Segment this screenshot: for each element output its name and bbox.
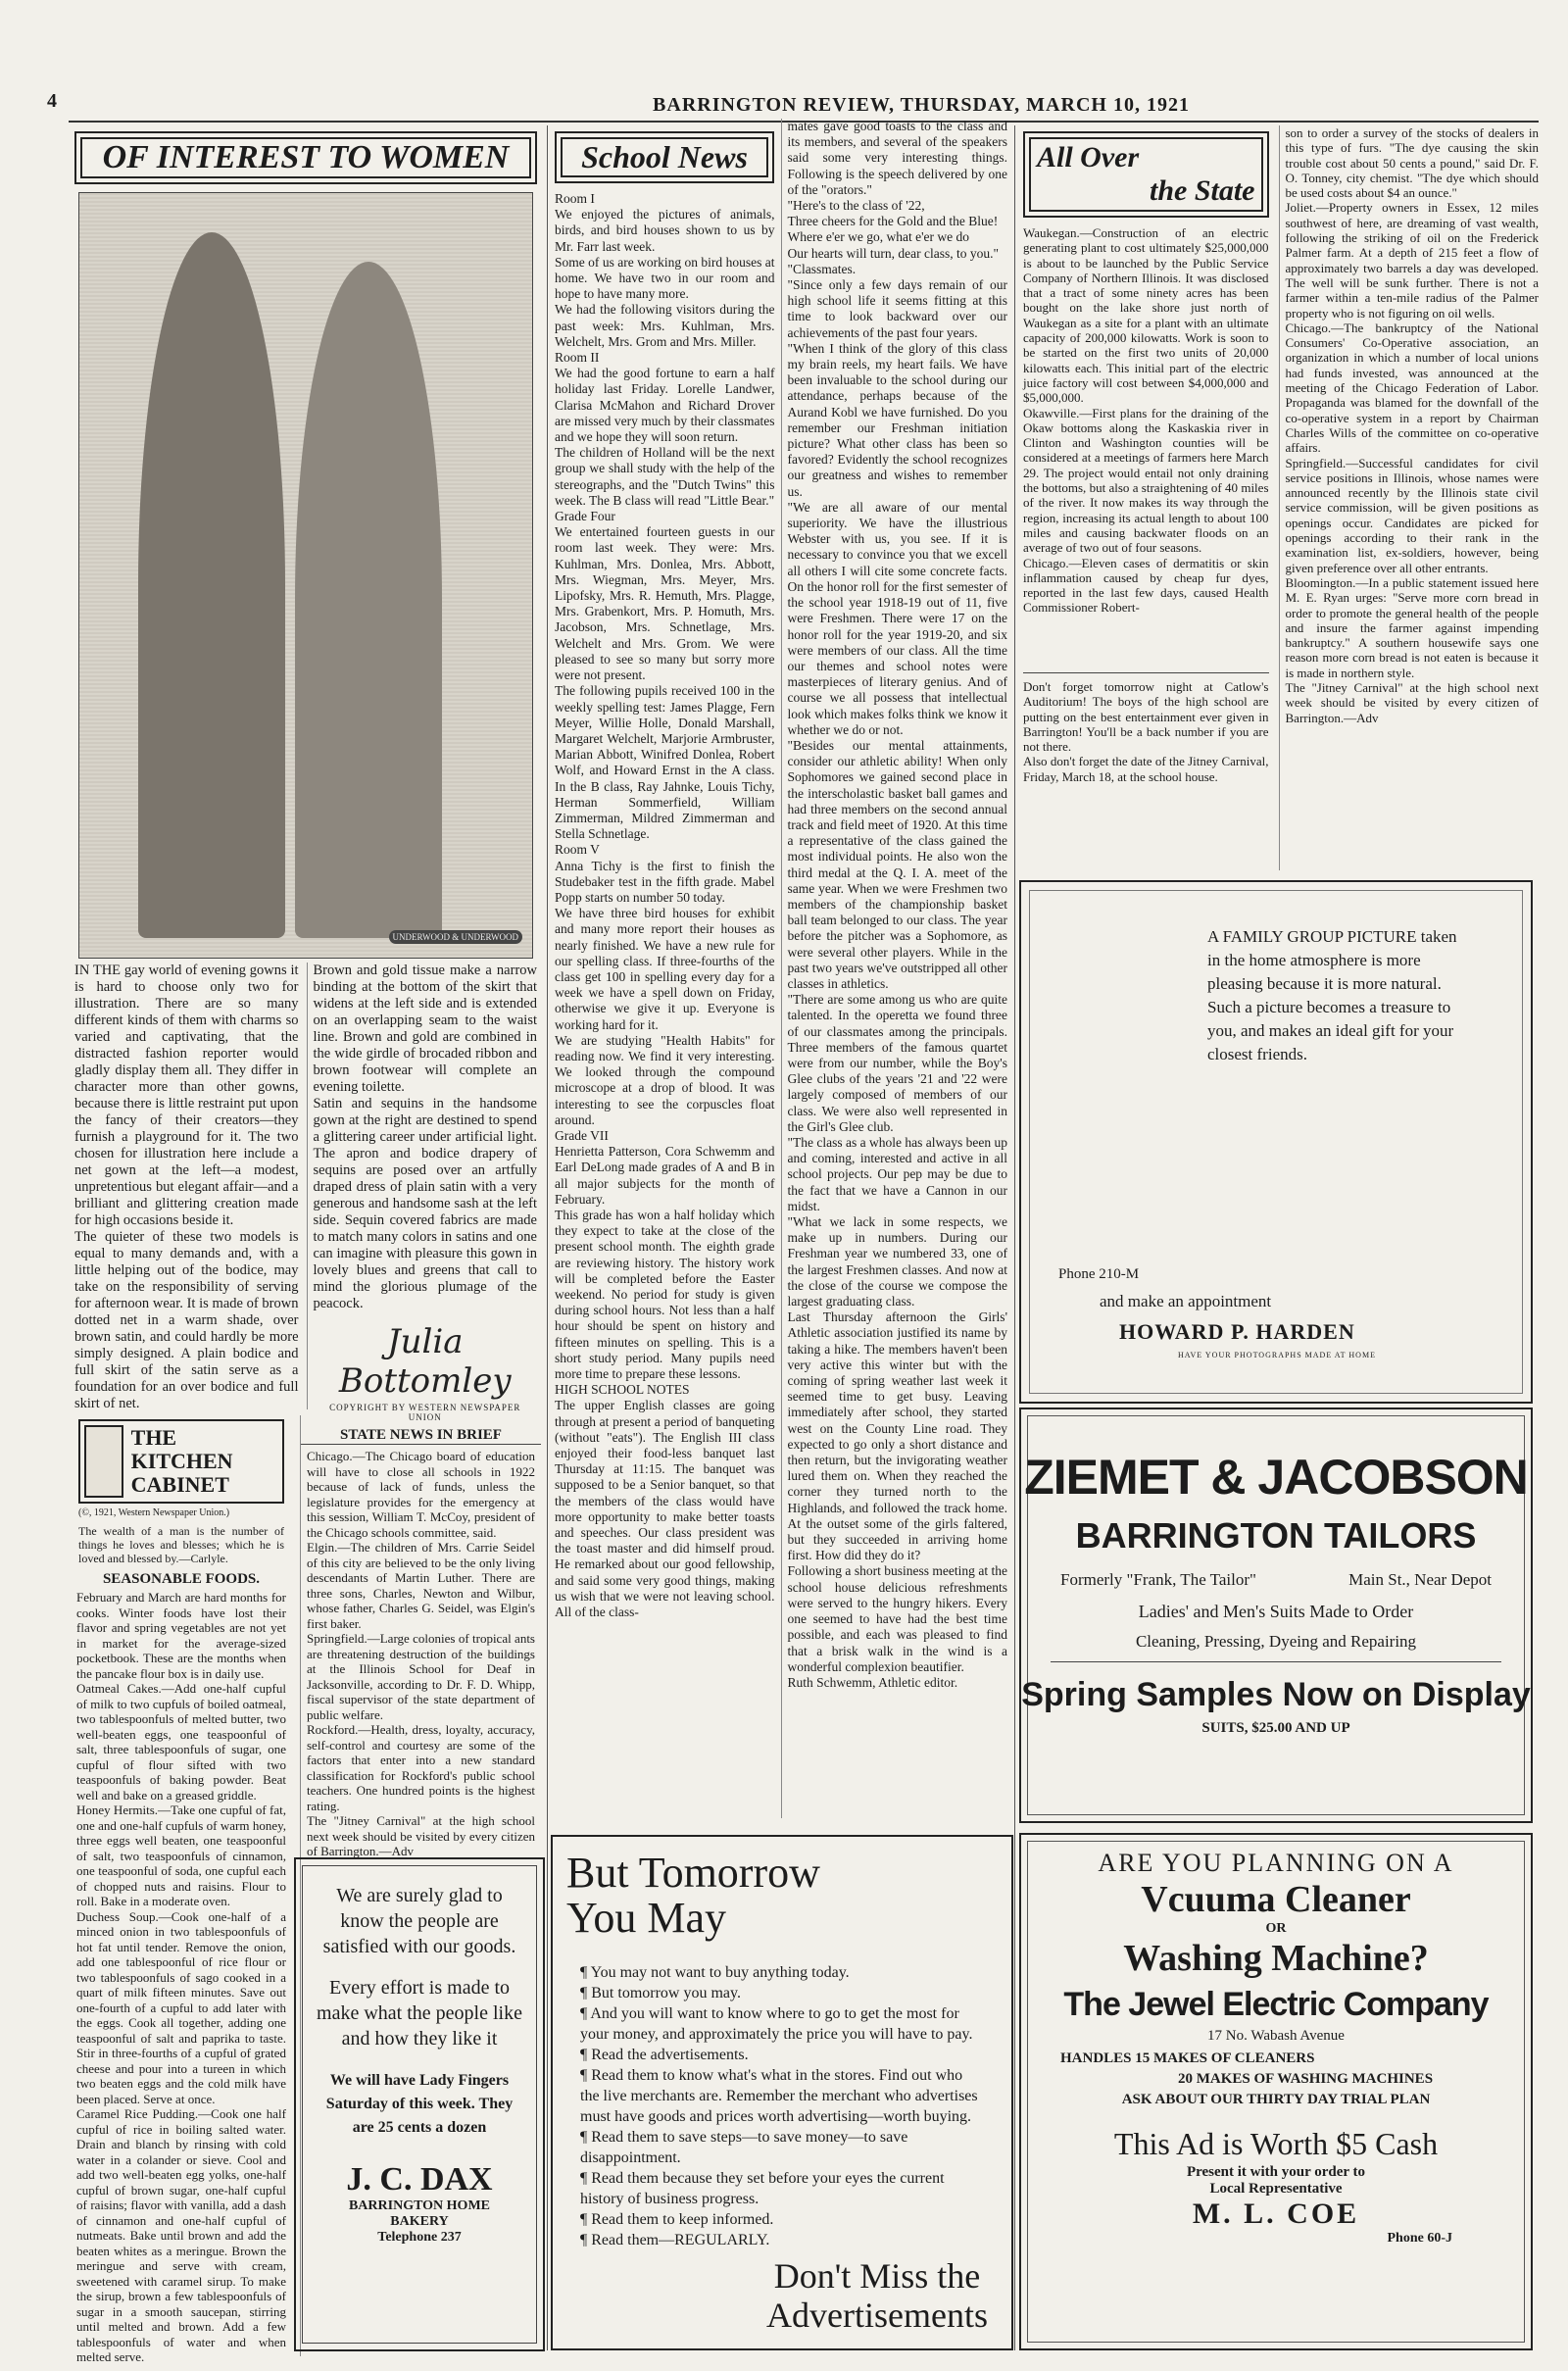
dax-text2: Every effort is made to make what the people like and how they like it (317, 1977, 522, 2050)
ziemet-formerly-row (1021, 1570, 1531, 1590)
dax-ad-content (296, 1859, 543, 2269)
kitchen-quote: The wealth of a man is the number of things he loves and blesses; which he is loved and blessed by.—Carlyle. (78, 1524, 284, 1565)
tomorrow-item: ¶ And you will want to know where to go to get the most for your money, and approximately the price you will have to pay. (580, 2003, 984, 2045)
ziemet-line1: Ladies' and Men's Suits Made to Order (1138, 1602, 1414, 1621)
harden-text: A FAMILY GROUP PICTURE taken in the home atmosphere is more pleasing because it is more natural. Such a picture becomes a treasure to you, and makes an ideal gift for your closest friends. (1207, 927, 1457, 1063)
dax-phone: Telephone 237 (377, 2230, 462, 2245)
dax-name: J. C. DAX (346, 2161, 493, 2198)
women-article-col2-wrap (307, 963, 538, 1422)
state-col2-text: son to order a survey of the stocks of dealers in this type of furs. "The dye causing the skin trouble cost about 50 cents a pound," said Dr. F. O. Tonney, city chemist. "The dye which should be used costs about $4 an ounce." Joliet.—Property owners in Essex, 12 miles southwest of here, are dreaming of vast wealth, following the striking of oil on the Frederick Palmer farm. At a depth of 215 feet a flow of approximately two barrels a day was developed. The well will be sunk further. There is not a farmer within a ten-mile radius of the Palmer property who is not figuring on oil wells. Chicago.—The bankruptcy of the National Consumers' Co-Operative association, an organization in which a number of local unions had funds invested, was announced at the meeting of the Chicago Federation of Labor. Propaganda was blamed for the downfall of the co-operative system in a report by Chairman Charles Wills of the committee on co-operative affairs. Springfield.—Successful candidates for civil service positions in Illinois, whose names were announced recently by the Illinois state civil service commission, will be given positions as openings occur. Candidates are picked for openings according to their rank in the examination list, ex-soldiers, however, being given preference over all other entrants. Bloomington.—In a public statement issued here M. E. Ryan urges: "Serve more corn bread in order to promote the general health of the people and insure the farmer against impending bankruptcy." A southern housewife says one reason more corn bread is not eaten is because it is made in northern style. The "Jitney Carnival" at the high school next week should be visited by every citizen of Barrington.—Adv (1279, 125, 1540, 870)
ziemet-formerly: Formerly "Frank, The Tailor" (1060, 1570, 1256, 1589)
state-brief-heading: STATE NEWS IN BRIEF (301, 1423, 541, 1445)
jewel-l2: 20 MAKES OF WASHING MACHINES (1178, 2071, 1434, 2087)
kitchen-credit: (©, 1921, Western Newspaper Union.) (78, 1507, 230, 1518)
ziemet-ad (1019, 1408, 1533, 1823)
figure-left (138, 232, 285, 938)
jewel-l1: HANDLES 15 MAKES OF CLEANERS (1060, 2050, 1315, 2066)
state-heading-line2: the State (1149, 174, 1255, 207)
jewel-name: The Jewel Electric Company (1063, 1986, 1489, 2023)
jewel-q3: Washing Machine? (1123, 1938, 1429, 1979)
tomorrow-item: ¶ Read them to save steps—to save money—to save disappointment. (580, 2127, 984, 2168)
jewel-present: Present it with your order to (1186, 2164, 1366, 2180)
ziemet-line2: Cleaning, Pressing, Dyeing and Repairing (1051, 1632, 1501, 1662)
ziemet-name: ZIEMET & JACOBSON (1024, 1450, 1528, 1505)
state-section (1019, 125, 1539, 870)
tomorrow-title (553, 1837, 1011, 1941)
tomorrow-footer (766, 2256, 988, 2335)
tomorrow-item: ¶ Read them because they set before your eyes the current history of business progress. (580, 2168, 984, 2209)
state-brief-text: Chicago.—The Chicago board of education will have to close all schools in 1922 because of lack of funds, unless the legislature provides for the emergency at this session, William T. McCoy, president of the Chicago schools committee, said. Elgin.—The children of Mrs. Carrie Seidel of this city are believed to be the only living descendants of Martin Luther. There are three sons, Charles, Newton and Wilbur, whose father, Charles G. Seidel, was Elgin's first baker. Springfield.—Large colonies of tropical ants are threatening destruction of the buildings at the Illinois School for Deaf in Jacksonville, according to Dr. F. D. Whipp, fiscal supervisor of the state department of public welfare. Rockford.—Health, dress, loyalty, accuracy, self-control and courtesy are some of the factors that enter into a new standard classification for Rockford's public school teachers. One hundred points is the highest rating. The "Jitney Carnival" at the high school next week should be visited by every citizen of Barrington.—Adv (307, 1449, 535, 1858)
copyright-line: COPYRIGHT BY WESTERN NEWSPAPER UNION (329, 1403, 521, 1422)
state-notice: Don't forget tomorrow night at Catlow's Auditorium! The boys of the high school are putting on the best entertainment ever given in Barrington! You'll be a back number if you are not there. Also don't forget the date of the Jitney Carnival, Friday, March 18, at the school house. (1023, 672, 1269, 784)
jewel-worth: This Ad is Worth $5 Cash (1113, 2126, 1439, 2161)
jewel-q2: Vcuuma Cleaner (1141, 1879, 1411, 1920)
tomorrow-item: ¶ Read them to keep informed. (580, 2209, 984, 2230)
jewel-q1: ARE YOU PLANNING ON A (1098, 1849, 1454, 1877)
jewel-ad (1019, 1833, 1533, 2350)
tomorrow-title-line2: You May (566, 1894, 727, 1942)
jewel-address: 17 No. Wabash Avenue (1207, 2028, 1345, 2044)
state-heading (1023, 131, 1269, 218)
school-news-col2: mates gave good toasts to the class and its members, and several of the speakers said some very interesting things. Following is the speech delivered by one of the "orators." "Here's to the class of '22, Three cheers for the Gold and the Blue! Where e'er we go, what e'er we do Our hearts will turn, dear class, to you." "Classmates. "Since only a few days remain of our high school life it seems fitting at this time to look backward over our achievements of the past four years. "When I think of the glory of this class my brain reels, my heart fails. We have been invaluable to the school during our attendance, perhaps because of the Aurand Kobl we have furnished. Do you remember our Freshman initiation picture? What other class has been so favored? Evidently the school recognizes our greatness and wishes to remember us. "We are all aware of our mental superiority. We have the illustrious Webster with us, you see. If it is necessary to convince you that we excell all others I will cite some concrete facts. On the honor roll for the first semester of the school year 1918-19 out of 11, five were Freshmen. There were 17 on the honor roll for the year 1919-20, and six were members of our class. All the time our themes and school notes were masterpieces of literary genius. And of course we all possess that intellectual look which makes folks think we know it whether we do or not. "Besides our mental attainments, consider our athletic ability! When only Sophomores we gained second place in the interscholastic basket ball games and had three members on the second annual track and field meet of 1920. At this time a representative of the class gained the most individual points. He also won the third medal at the Q. I. A. meet of the same year. When we were Freshmen two members of the championship basket ball team belonged to our class. The year before the pitcher was a Sophomore, as were several other players. While in the past two years we've outstripped all other classes in athletics. "There are some among us who are quite talented. In the operetta we found three of our classmates among the principals. Three members of the famous quartet were from our number, while the Boy's Glee clubs of the years '21 and '22 were largely composed of members of our class. We were also well represented in the Girl's Glee club. "The class as a whole has always been up and coming, interested and active in all school projects. Our pep may be due to the fact that we have a Cannon in our midst. "What we lack in some respects, we make up in numbers. During our Freshman year we numbered 33, one of the largest Freshmen classes. And now at the close of the course we compose the largest graduating class. Last Thursday afternoon the Girls' Athletic association justified its name by taking a hike. The members haven't been very active this winter but with the coming of spring weather last week it seemed time to get busy. Leaving immediately after school, they started west on the County Line road. They expected to go only a short distance and then return, but the invigorating weather lured them on. When they reached the corner they turned north to the Highlands, and followed the track home. At the outset some of the girls faltered, but they succeeded in arriving home first. How did they do it? Following a short business meeting at the school house delicious refreshments were served to the hungry hikers. Every one seemed to have had the best time possible, and each was pleased to find that a brisk walk in the wind is a wonderful complexion beautifier. Ruth Schwemm, Athletic editor. (781, 119, 1008, 1818)
tomorrow-item: ¶ You may not want to buy anything today. (580, 1962, 984, 1983)
women-heading: OF INTEREST TO WOMEN (74, 131, 537, 184)
state-col1-text: Waukegan.—Construction of an electric generating plant to cost ultimately $25,000,000 is about to be launched by the Public Service Company of Northern Illinois. It was disclosed that a tract of some ninety acres has been bought on the lake shore just north of Waukegan as a site for a plant with an ultimate capacity of 200,000 kilowatts. Work is soon to be started on the first two units of 20,000 kilowatts each. This initial part of the electric juice factory will cost between $4,000,000 and $5,000,000. Okawville.—First plans for the draining of the Okaw bottoms along the Kaskaskia river in Clinton and Washington counties will be considered at a meetings of farmers here March 29. The project would entail not only draining the bottoms, but also a straightening of 40 miles of the river. It now makes its way through the region, increasing its actual length to about 100 miles and causing backwater floods on an average of two out of four seasons. Chicago.—Eleven cases of dermatitis or skin inflammation caused by cheap fur dyes, reported in the last few days, caused Health Commissioner Robert- (1023, 225, 1269, 616)
women-article-col2: Brown and gold tissue make a narrow binding at the bottom of the skirt that widens at the left side and is extended on an overlapping seam to the waist line. Brown and gold are combined in the wide girdle of brocaded ribbon and brown footwear will complete an evening toilette. Satin and sequins in the handsome gown at the right are destined to spend a glittering career under artificial light. The apron and bodice drapery of sequins are posed over an artfully draped dress of plain satin with a very generous and handsome sash at the left side. Sequin covered fabrics are made to match many colors in satins and one can imagine with pleasure this gown in lovely blues and greens that call to mind the glorious plumage of the peacock. (313, 963, 537, 1311)
harden-appointment: and make an appointment (1100, 1292, 1272, 1310)
ziemet-sub: BARRINGTON TAILORS (1075, 1515, 1477, 1556)
signature: Julia Bottomley (338, 1322, 512, 1401)
kitchen-logo (78, 1419, 284, 1504)
masthead: BARRINGTON REVIEW, THURSDAY, MARCH 10, 1921 (653, 94, 1190, 116)
photo-credit: UNDERWOOD & UNDERWOOD (389, 930, 523, 944)
kitchen-text: February and March are hard months for cooks. Winter foods have lost their flavor and spring vegetables are not yet in market for the average-sized pocketbook. These are the months when the pancake flour box is in daily use. Oatmeal Cakes.—Add one-half cupful of milk to two cupfuls of boiled oatmeal, two tablespoonfuls of melted butter, two well-beaten eggs, one teaspoonful of salt, three tablespoonfuls of sugar, one cupful of flour sifted with two teaspoonfuls of baking powder. Beat well and bake on a greased griddle. Honey Hermits.—Take one cupful of fat, one and one-half cupfuls of warm honey, three eggs well beaten, one teaspoonful of salt, two teaspoonfuls of cinnamon, one teaspoonful of soda, one cupful each of chopped nuts and raisins. Flour to roll. Bake in a moderate oven. Duchess Soup.—Cook one-half of a minced onion in two tablespoonfuls of hot fat until tender. Remove the onion, add one tablespoonful of rice flour or two tablespoonfuls of sago cooked in a quart of milk fifteen minutes. Save out one-fourth of a cupful to add later with the eggs. Cook all together, adding one teaspoonful of salt and paprika to taste. Stir in three-fourths of a cupful of grated cheese and pour into a tureen in which two beaten eggs and the cold milk have been placed. Serve at once. Caramel Rice Pudding.—Cook one half cupful of rice in boiling salted water. Drain and blanch by rinsing with cold water in a colander or sieve. Cool and add two well-beaten egg yolks, one-half cupful of brown sugar, one-half cupful of raisins; flavor with vanilla, add a dash of cinnamon and one-half cupful of nutmeats. Bake until brown and add the beaten whites as a meringue. Brown the meringue and serve with cream, sweetened with caramel sirup. To make the sirup, brown a few tablespoonfuls of sugar in a smooth saucepan, stirring until melted and brown. Add a few tablespoonfuls of water and when melted serve. (76, 1590, 286, 2364)
column-divider (1014, 125, 1015, 2350)
page-number: 4 (47, 90, 57, 112)
school-news-col1: Room I We enjoyed the pictures of animals, birds, and bird houses shown to us by Mr. Farr last week. Some of us are working on bird houses at home. We have two in our room and hope to have many more. We had the following visitors during the past week: Mrs. Kuhlman, Mrs. Welchelt, Mrs. Grom and Mrs. Miller. Room II We had the good fortune to earn a half holiday last Friday. Lorelle Landwer, Clarisa McMahon and Richard Drover are missed very much by their classmates and we hope they will soon return. The children of Holland will be the next group we shall study with the help of the stereographs, and the "Dutch Twins" this week. The B class will read "Little Bear." Grade Four We entertained fourteen guests in our room last week. They were: Mrs. Kuhlman, Mrs. Donlea, Mrs. Abbott, Mrs. Wiegman, Mrs. Meyer, Mrs. Lipofsky, Mrs. R. Hemuth, Mrs. Plagge, Mrs. Grabenkort, Mrs. P. Homuth, Mrs. Jacobson, Mrs. Schnetlage, Mrs. Welchelt and Mrs. Grom. We were pleased to see so many but sorry more were not present. The following pupils received 100 in the weekly spelling test: James Plagge, Fern Meyer, Willie Holle, Donald Marshall, Margaret Welchelt, Marjorie Armbruster, Marian Abbott, Winifred Donlea, Robert Wolf, and Howard Ernst in the A class. In the B class, Ray Jahnke, Louis Tichy, Herman Sommerfield, William Zimmerman, Mildred Zimmerman and Stella Schnetlage. Room V Anna Tichy is the first to finish the Studebaker test in the fifth grade. Mabel Popp starts on number 50 today. We have three bird houses for exhibit and many more report their houses as nearly finished. We have a new rule for our spelling class. If three-fourths of the class get 100 in spelling every day for a week we have a spell down on Friday, otherwise we give it up. Everyone is working hard for it. We are studying "Health Habits" for reading now. We find it very interesting. We looked through the compound microscope at a drop of blood. It was interesting to see the corpuscles float around. Grade VII Henrietta Patterson, Cora Schwemm and Earl DeLong made grades of A and B in all major subjects for the month of February. This grade has won a half holiday which they expect to take at the close of the present school month. The eighth grade are reviewing history. The history work will be completed before the Easter weekend. No period for study is given during school hours. Not less than a half hour should be spent on history and fifteen minutes on spelling. This is a short study period. Many pupils need more time to prepare these lessons. HIGH SCHOOL NOTES The upper English classes are going through at present a period of banqueting (without "eats"). The English III class enjoyed their food-less banquet last Thursday at 11:15. The banquet was supposed to be a Senior banquet, so that the members of the class would have more opportunity to make better toasts and speeches. Our class president was the toast master and did himself proud. He remarked about our good fellowship, and said some very good things, making us wish that we were not leaving school. All of the class- (555, 191, 775, 1620)
state-heading-line1: All Over (1037, 141, 1140, 173)
tomorrow-footer-line1: Don't Miss the (773, 2256, 981, 2296)
dax-sub2: BAKERY (390, 2214, 449, 2229)
tomorrow-item: ¶ Read the advertisements. (580, 2045, 984, 2065)
state-body (1019, 125, 1539, 870)
ziemet-spring: Spring Samples Now on Display (1021, 1676, 1531, 1713)
tomorrow-title-line1: But Tomorrow (566, 1849, 820, 1897)
dax-text1: We are surely glad to know the people are satisfied with our goods. (322, 1885, 516, 1957)
tomorrow-list (553, 1962, 1011, 2250)
cabinet-icon (84, 1425, 123, 1498)
ziemet-address: Main St., Near Depot (1348, 1570, 1492, 1589)
kitchen-logo-text: THE KITCHEN CABINET (130, 1425, 233, 1497)
tomorrow-item: ¶ Read them—REGULARLY. (580, 2230, 984, 2250)
women-article (74, 963, 537, 1422)
dax-bakery-ad (294, 1857, 545, 2351)
school-news-heading: School News (555, 131, 774, 183)
kitchen-title: SEASONABLE FOODS. (102, 1571, 261, 1587)
jewel-local: Local Representative (1209, 2181, 1343, 2197)
harden-tag: HAVE YOUR PHOTOGRAPHS MADE AT HOME (1178, 1351, 1376, 1359)
jewel-phone: Phone 60-J (1387, 2231, 1452, 2246)
jewel-l3: ASK ABOUT OUR THIRTY DAY TRIAL PLAN (1121, 2092, 1431, 2107)
school-news-section (551, 119, 1011, 1831)
harden-phone: Phone 210-M (1058, 1266, 1140, 1282)
fashion-photo (78, 192, 533, 959)
tomorrow-item: ¶ Read them to know what's what in the stores. Find out who the live merchants are. Remember the merchant who advertises must have goods and prices worth advertising—worth buying. (580, 2065, 984, 2127)
dax-sub1: BARRINGTON HOME (348, 2198, 491, 2213)
kitchen-section (71, 1415, 292, 2364)
tomorrow-ad (551, 1835, 1013, 2350)
column-divider (547, 125, 548, 2350)
jewel-or: OR (1265, 1921, 1287, 1936)
women-article-col1: IN THE gay world of evening gowns it is hard to choose only two for illustration. There are so many different kinds of them with charms so varied and captivating, that the distracted fashion reporter would gladly display them all. They differ in character more than other gowns, because there is little restraint put upon the fancy of their creators—they furnish a playground for it. The two chosen for illustration here include a net gown at the left—a modest, unpretentious but elegant affair—and a brilliant and glittering creation made for high occasions beside it. The quieter of these two models is equal to many demands and, with a little helping out of the bodice, may take on the responsibility of serving for afternoon wear. It is made of brown dotted net in a warm shade, over brown satin, and could hardly be more simply designed. A plain bodice and full skirt of the satin serve as a foundation for an over bodice and full skirt of net. (74, 963, 299, 1411)
harden-ad (1019, 880, 1533, 1404)
jewel-rep: M. L. COE (1192, 2198, 1360, 2230)
figure-right (295, 262, 442, 938)
dax-text3: We will have Lady Fingers Saturday of this week. They are 25 cents a dozen (325, 2072, 514, 2136)
ziemet-price: SUITS, $25.00 AND UP (1201, 1720, 1350, 1736)
harden-name: HOWARD P. HARDEN (1119, 1319, 1355, 1344)
tomorrow-footer-line2: Advertisements (766, 2296, 988, 2335)
state-col1-wrap (1019, 125, 1273, 870)
tomorrow-item: ¶ But tomorrow you may. (580, 1983, 984, 2003)
